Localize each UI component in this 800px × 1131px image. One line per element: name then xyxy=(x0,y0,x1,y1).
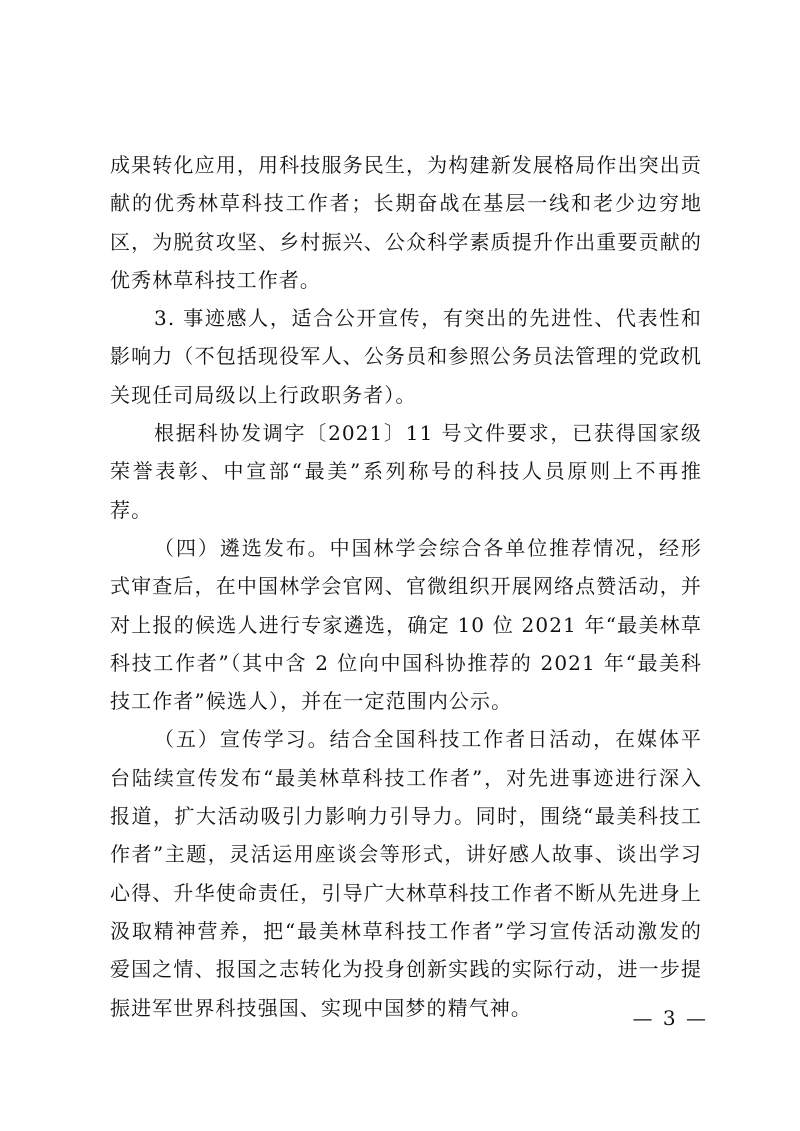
body-text xyxy=(110,146,702,1027)
paragraph-section-5: （五）宣传学习。结合全国科技工作者日活动，在媒体平台陆续宣传发布“最美林草科技工作者”，对先进事迹进行深入报道，扩大活动吸引力影响力引导力。同时，围绕“最美科技工作者”主题，灵活运用座谈会等形式，讲好感人故事、谈出学习心得、升华使命责任，引导广大林草科技工作者不断从先进身上汲取精神营养，把“最美林草科技工作者”学习宣传活动激发的爱国之情、报国之志转化为投身创新实践的实际行动，进一步提振进军世界科技强国、实现中国梦的精气神。 xyxy=(110,727,702,1020)
paragraph-section-4: （四）遴选发布。中国林学会综合各单位推荐情况，经形式审查后，在中国林学会官网、官微组织开展网络点赞活动，并对上报的候选人进行专家遴选，确定 10 位 2021 年“最美林草科技工作者”（其中含 2 位向中国科协推荐的 2021 年“最美科技工作者”候选人），并在一定范围内公示。 xyxy=(110,535,702,714)
paragraph-item-3: 3. 事迹感人，适合公开宣传，有突出的先进性、代表性和影响力（不包括现役军人、公务员和参照公务员法管理的党政机关现任司局级以上行政职务者）。 xyxy=(110,306,702,407)
page-number: — 3 — xyxy=(632,1006,708,1030)
paragraph-continuation: 成果转化应用，用科技服务民生，为构建新发展格局作出突出贡献的优秀林草科技工作者；长期奋战在基层一线和老少边穷地区，为脱贫攻坚、乡村振兴、公众科学素质提升作出重要贡献的优秀林草科技工作者。 xyxy=(110,153,702,292)
paragraph-recommendation-rule: 根据科协发调字〔2021〕11 号文件要求，已获得国家级荣誉表彰、中宣部“最美”系列称号的科技人员原则上不再推荐。 xyxy=(110,421,702,522)
